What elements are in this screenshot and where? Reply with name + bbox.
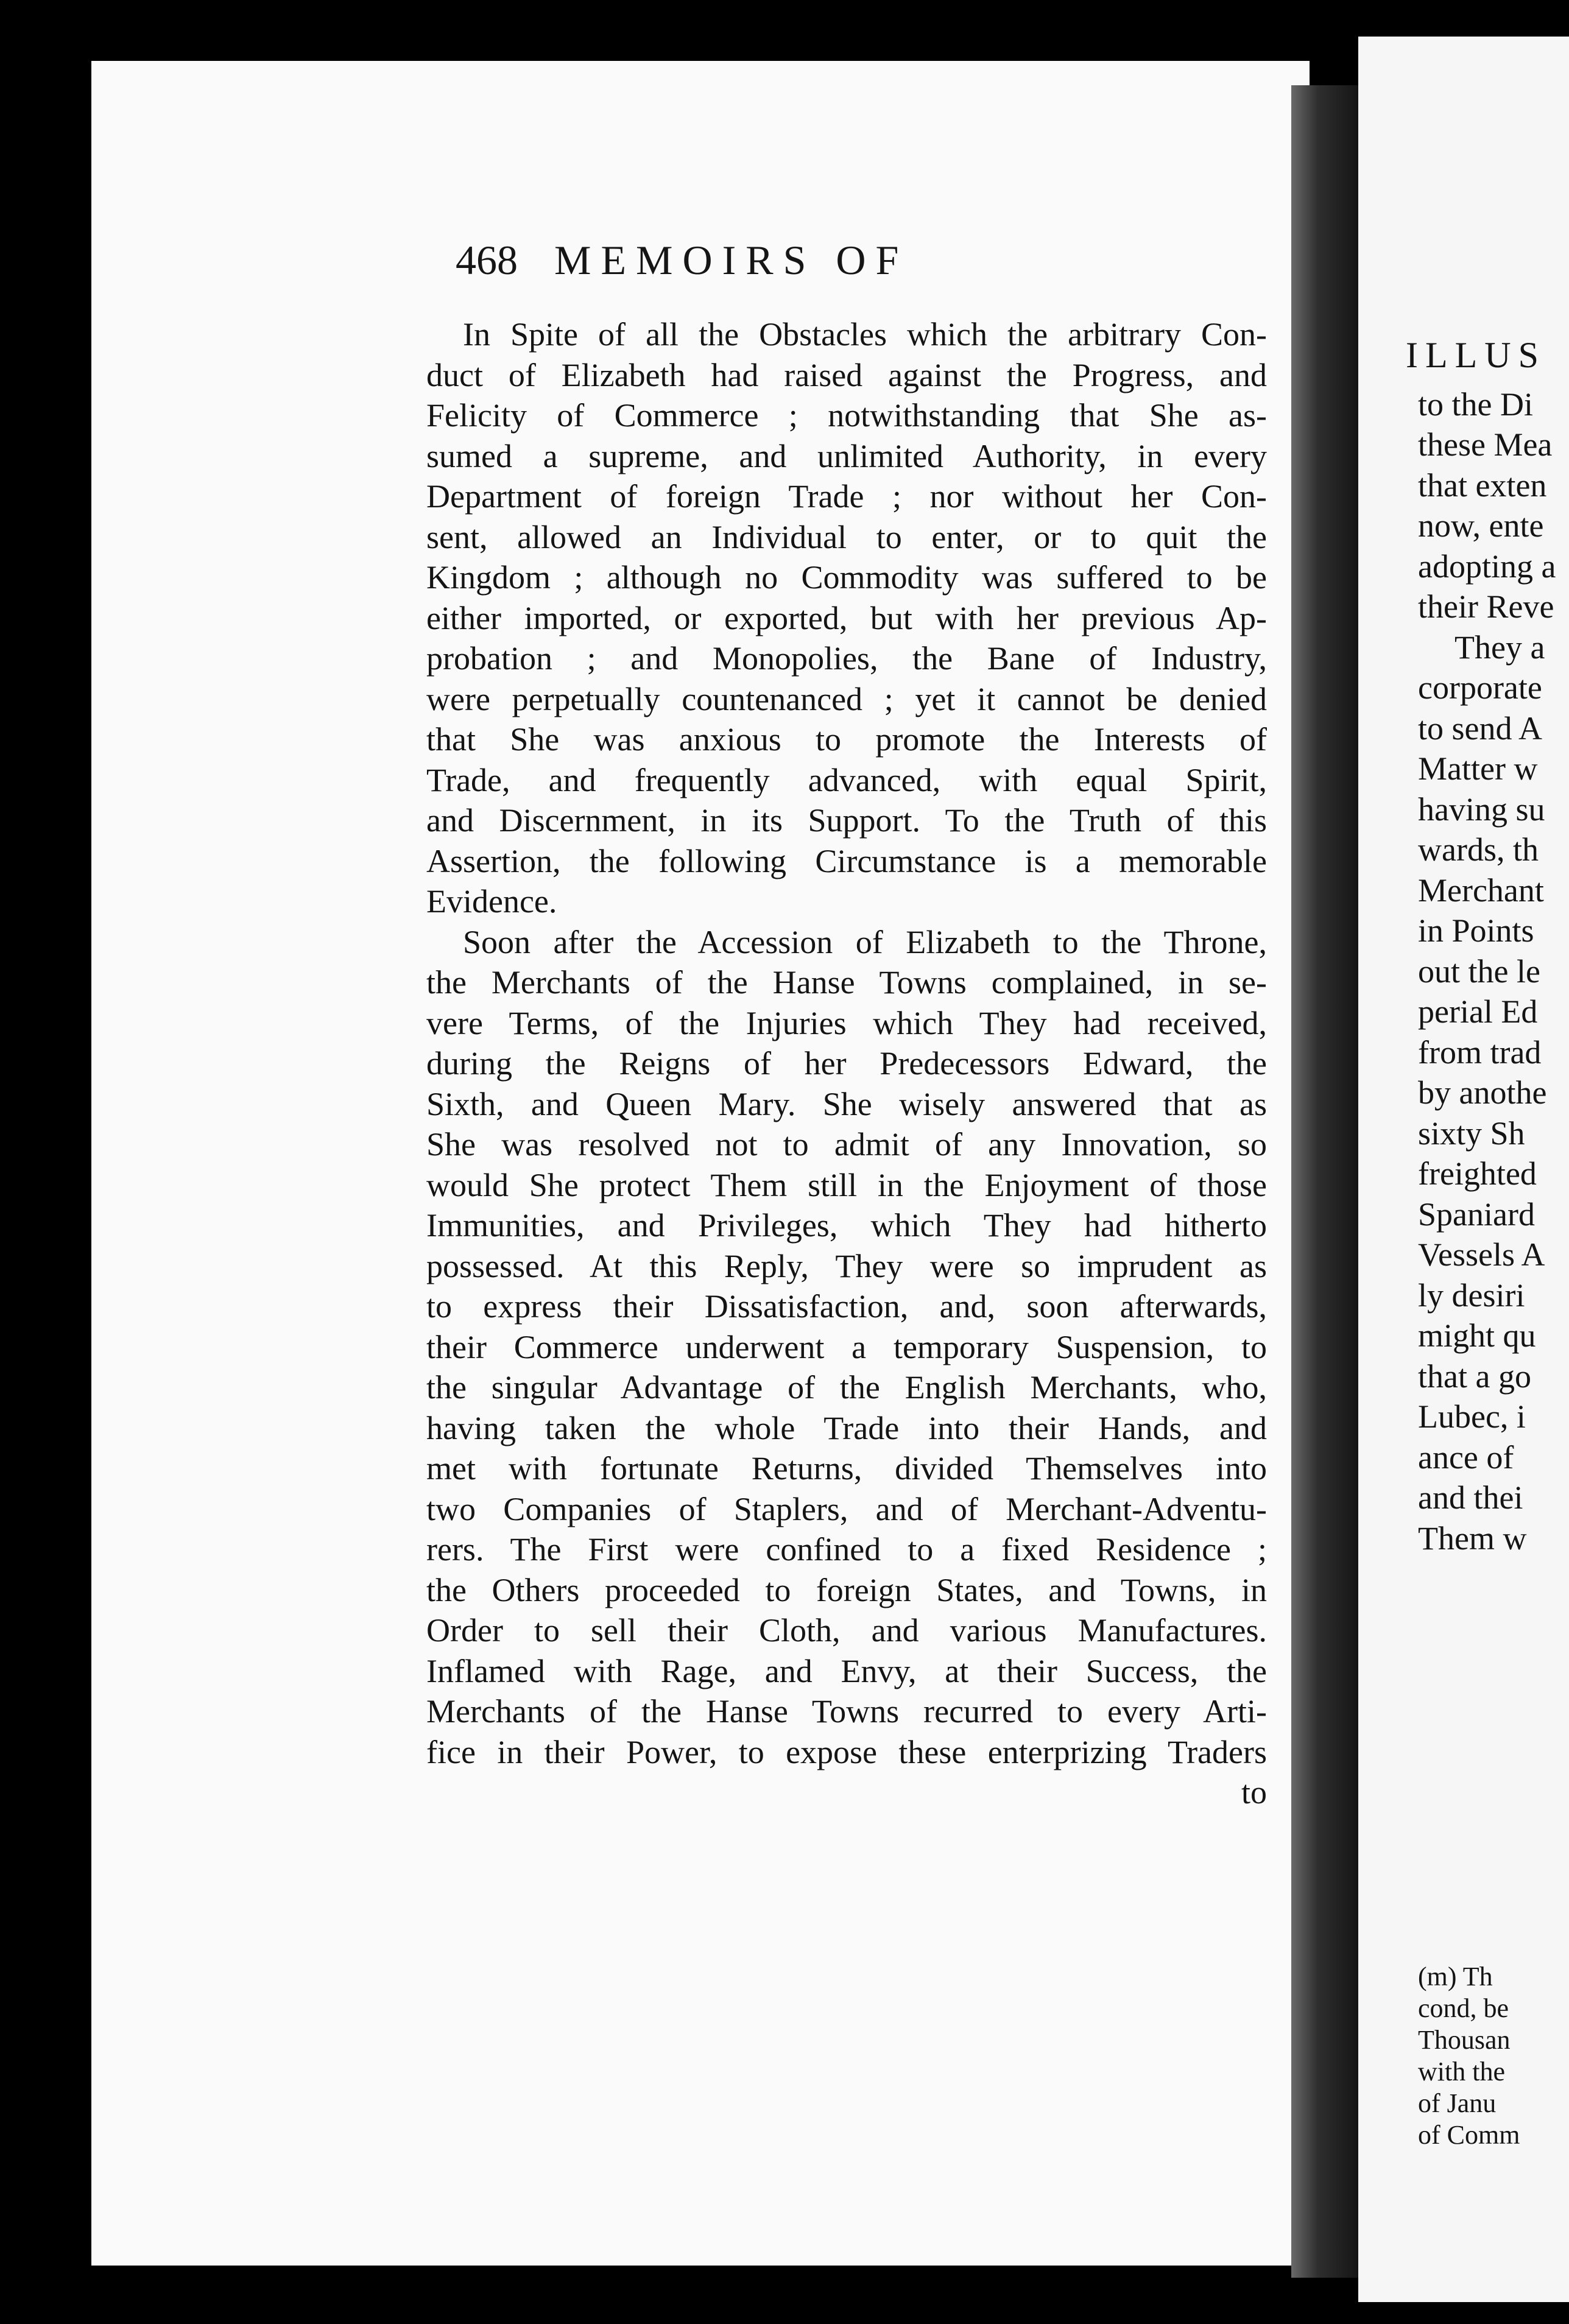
text-line: duct of Elizabeth had raised against the Progress, and	[426, 356, 1267, 393]
text-line: ly desiri	[1418, 1276, 1525, 1314]
text-line: to express their Dissatisfaction, and, soon afterwards,	[426, 1288, 1267, 1325]
footnote-line: of Janu	[1418, 2088, 1497, 2118]
text-line: out the le	[1418, 952, 1540, 990]
text-line: their Commerce underwent a temporary Suspension, to	[426, 1328, 1267, 1365]
text-line: would She protect Them still in the Enjoyment of those	[426, 1166, 1267, 1203]
footnote-line: with the	[1418, 2057, 1505, 2086]
text-line: Order to sell their Cloth, and various Manufactures.	[426, 1612, 1267, 1649]
text-line: that exten	[1418, 467, 1547, 504]
text-line: Vessels A	[1418, 1236, 1545, 1273]
text-line: Trade, and frequently advanced, with equal Spirit,	[426, 761, 1267, 798]
text-line: Inflamed with Rage, and Envy, at their Success, the	[426, 1652, 1267, 1689]
text-line: Felicity of Commerce ; notwithstanding that She as-	[426, 397, 1267, 434]
text-line: perial Ed	[1418, 993, 1538, 1030]
text-line: their Reve	[1418, 588, 1554, 625]
text-line: by anothe	[1418, 1074, 1547, 1111]
text-line: In Spite of all the Obstacles which the arbitrary Con-	[463, 316, 1267, 353]
text-line: to the Di	[1418, 386, 1533, 423]
text-line: Evidence.	[426, 883, 557, 920]
text-line: sumed a supreme, and unlimited Authority, in every	[426, 437, 1267, 474]
right-running-head: ILLUS	[1406, 335, 1546, 375]
text-line: sixty Sh	[1418, 1114, 1525, 1152]
footnote-line: of Comm	[1418, 2120, 1520, 2150]
running-title: MEMOIRS OF	[554, 237, 909, 283]
text-line: Kingdom ; although no Commodity was suffered to be	[426, 559, 1267, 596]
text-line: Matter w	[1418, 750, 1538, 787]
text-line: rers. The First were confined to a fixed Residence ;	[426, 1531, 1267, 1568]
text-line: the Merchants of the Hanse Towns complained, in se-	[426, 964, 1267, 1001]
text-line: to send A	[1418, 710, 1543, 747]
book-gutter	[1291, 85, 1358, 2278]
text-line: might qu	[1418, 1317, 1536, 1354]
text-line: Department of foreign Trade ; nor without her Con-	[426, 478, 1267, 515]
text-line: Sixth, and Queen Mary. She wisely answered that as	[426, 1085, 1267, 1122]
left-page-body	[426, 314, 1267, 1813]
text-line: adopting a	[1418, 548, 1556, 585]
text-line: and Discernment, in its Support. To the Truth of this	[426, 802, 1267, 839]
text-line: vere Terms, of the Injuries which They had received,	[426, 1004, 1267, 1041]
right-page-body	[1406, 335, 1556, 1558]
text-line: wards, th	[1418, 831, 1539, 868]
text-line: They a	[1454, 629, 1545, 666]
text-line: the Others proceeded to foreign States, and Towns, in	[426, 1571, 1267, 1608]
text-line: that She was anxious to promote the Interests of	[426, 721, 1267, 758]
text-line: possessed. At this Reply, They were so imprudent as	[426, 1247, 1267, 1284]
text-line: and thei	[1418, 1479, 1523, 1516]
footnote-line: cond, be	[1418, 1993, 1509, 2023]
text-line: Spaniard	[1418, 1195, 1535, 1233]
text-line: She was resolved not to admit of any Innovation, so	[426, 1126, 1267, 1163]
text-line: these Mea	[1418, 426, 1553, 463]
text-line: Assertion, the following Circumstance is a memorable	[426, 842, 1267, 879]
text-line: having taken the whole Trade into their Hands, and	[426, 1409, 1267, 1446]
text-line: Them w	[1418, 1519, 1527, 1557]
text-line: ance of	[1418, 1438, 1514, 1476]
text-line: corporate	[1418, 669, 1542, 706]
catchword: to	[1241, 1774, 1267, 1811]
text-line: met with fortunate Returns, divided Themselves into	[426, 1450, 1267, 1487]
text-line: either imported, or exported, but with her previous Ap-	[426, 599, 1267, 636]
text-line: from trad	[1418, 1033, 1542, 1071]
text-line: two Companies of Staplers, and of Merchant-Adventu-	[426, 1490, 1267, 1527]
right-page	[1358, 37, 1569, 2302]
text-line: fice in their Power, to expose these enterprizing Traders	[426, 1733, 1267, 1770]
text-line: sent, allowed an Individual to enter, or to quit the	[426, 518, 1267, 555]
page-number: 468	[456, 237, 518, 283]
running-head	[456, 236, 908, 284]
footnote-line: (m) Th	[1418, 1962, 1493, 1991]
text-line: that a go	[1418, 1357, 1531, 1395]
right-page-footnotes	[1418, 1961, 1520, 2151]
text-line: Immunities, and Privileges, which They had hitherto	[426, 1207, 1267, 1244]
text-line: freighted	[1418, 1155, 1537, 1192]
text-line: the singular Advantage of the English Merchants, who,	[426, 1369, 1267, 1406]
text-line: having su	[1418, 791, 1545, 828]
text-line: Merchant	[1418, 872, 1544, 909]
text-line: Soon after the Accession of Elizabeth to the Throne,	[463, 923, 1267, 960]
text-line: Lubec, i	[1418, 1398, 1526, 1435]
footnote-line: Thousan	[1418, 2025, 1511, 2055]
text-line: probation ; and Monopolies, the Bane of Industry,	[426, 640, 1267, 677]
text-line: in Points	[1418, 912, 1534, 949]
text-line: now, ente	[1418, 507, 1544, 544]
text-line: during the Reigns of her Predecessors Edward, the	[426, 1045, 1267, 1082]
text-line: Merchants of the Hanse Towns recurred to every Arti-	[426, 1693, 1267, 1730]
text-line: were perpetually countenanced ; yet it cannot be denied	[426, 680, 1267, 717]
